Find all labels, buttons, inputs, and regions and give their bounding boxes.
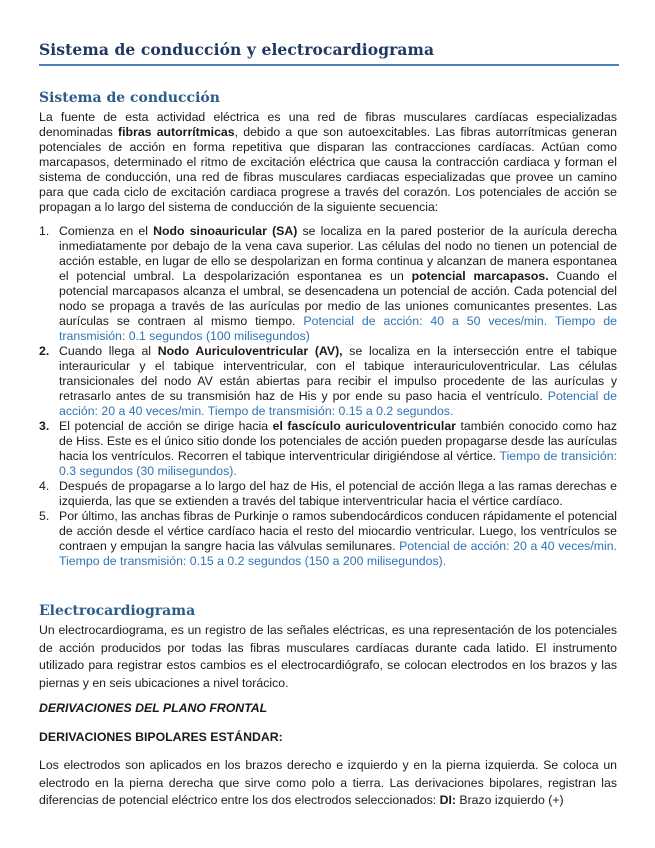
step-bold-term: Nodo Auriculoventricular (AV), <box>157 344 343 358</box>
list-item-number: 2. <box>39 344 50 358</box>
list-item-number: 5. <box>39 509 50 523</box>
intro-bold-term: fibras autorrítmicas <box>118 125 235 139</box>
step-timing-note: Potencial de acción: 20 a 40 veces/min. Tiempo de transmisión: 0.15 a 0.2 segundos. <box>59 389 617 418</box>
bipolar-text-b: Brazo izquierdo (+) <box>455 793 564 807</box>
intro-text-a: La fuente de esta actividad eléctrica es una red de fibras musculares cardíacas especializadas denominadas <box>39 110 617 139</box>
intro-text-b: , debido a que son autoexcitables. Las fibras autorrítmicas generan potenciales de acción en forma repetitiva que disparan las contracciones cardíacas. Actúan como marcapasos, determinado el ritmo de excitación eléctrica que causa la contracción cardiaca y forman el sistema de conducción, una red de fibras musculares cardiacas especializadas que provee un camino para que cada ciclo de excitación cardiaca progrese a través del corazón. Los potenciales de acción se propagan a lo largo del sistema de conducción de la siguiente secuencia: <box>39 125 617 214</box>
step-timing-note: Tiempo de transición: 0.3 segundos (30 milisegundos). <box>59 449 618 478</box>
bipolar-leads-paragraph <box>39 757 617 810</box>
lead-di-label: DI: <box>439 793 456 807</box>
subheading-frontal-plane: DERIVACIONES DEL PLANO FRONTAL <box>39 701 268 715</box>
ecg-paragraph: Un electrocardiograma, es un registro de las señales eléctricas, es una representación de los potenciales de acción producidos por todas las fibras musculares cardíacas durante cada latido. El instrumento utilizado para registrar estos cambios es el electrocardiógrafo, se colocan electrodos en los brazos y las piernas y en seis ubicaciones a nivel torácico. <box>39 623 617 690</box>
section-heading-ecg: Electrocardiograma <box>39 603 196 619</box>
step-timing-note: Potencial de acción: 40 a 50 veces/min. Tiempo de transmisión: 0.1 segundos (100 milisegundos) <box>59 314 618 343</box>
list-item <box>39 509 617 569</box>
step-text: Después de propagarse a lo largo del haz de His, el potencial de acción llega a las ramas derechas e izquierda, las que se extienden a través del tabique interventricular hacia el vértice cardíaco. <box>59 479 617 508</box>
intro-paragraph <box>39 110 617 215</box>
step-text: se localiza en la intersección entre el tabique interauricular y el tabique interventricular, con el tabique interauriculoventricular. Las células transicionales del nodo AV están abiertas para recibir el impulso procedente de las aurículas y retrasarlo antes de su transmisión haz de His y por ende su paso hacia el ventrículo. <box>59 344 617 403</box>
list-item-number: 1. <box>39 224 50 238</box>
list-item-number: 3. <box>39 419 50 433</box>
step-bold-term: potencial marcapasos. <box>411 269 549 283</box>
step-text: también conocido como haz de Hiss. Este es el único sitio donde los potenciales de acción pueden propagarse desde las aurículas hacia los ventrículos. Recorren el tabique interventricular dirigiéndose al vértice. <box>59 419 617 463</box>
step-text: Por último, las anchas fibras de Purkinje o ramos subendocárdicos conducen rápidamente el potencial de acción desde el vértice cardíaco hacia el resto del miocardio ventricular. Luego, los ventrículos se contraen y empujan la sangre hacia las válvulas semilunares. <box>59 509 617 553</box>
section-heading-conduction: Sistema de conducción <box>39 90 220 106</box>
list-item <box>39 224 617 344</box>
list-item-number: 4. <box>39 479 50 493</box>
subheading-bipolar-leads: DERIVACIONES BIPOLARES ESTÁNDAR: <box>39 730 283 744</box>
step-bold-term: el fascículo auriculoventricular <box>272 419 456 433</box>
title-underline <box>39 64 619 66</box>
document-title: Sistema de conducción y electrocardiograma <box>39 40 435 59</box>
list-item <box>39 344 617 419</box>
step-text: Cuando el potencial marcapasos alcanza el umbral, se desencadena un potencial de acción. Cada potencial del nodo se propaga a través de las aurículas por medio de las uniones comunicantes presentes. Las aurículas se contraen al mismo tiempo. <box>59 269 618 328</box>
step-bold-term: Nodo sinoauricular (SA) <box>153 224 298 238</box>
bipolar-text-a: Los electrodos son aplicados en los brazos derecho e izquierdo y en la pierna izquierda. Se coloca un electrodo en la pierna derecha que sirve como polo a tierra. Las derivaciones bipolares, registran las diferencias de potencial eléctrico entre los dos electrodos seleccionados: <box>39 758 617 807</box>
step-text: El potencial de acción se dirige hacia <box>59 419 273 433</box>
list-item <box>39 479 617 509</box>
step-text: se localiza en la pared posterior de la aurícula derecha inmediatamente por debajo de la vena cava superior. Las células del nodo no tienen un potencial de acción estable, en lugar de ello se despolarizan en forma continua y alcanzan de manera espontanea el potencial umbral. La despolarización espontanea es un <box>59 224 617 283</box>
step-timing-note: Potencial de acción: 20 a 40 veces/min. Tiempo de transmisión: 0.15 a 0.2 segundos (150 a 200 milisegundos). <box>59 539 617 568</box>
step-text: Cuando llega al <box>59 344 158 358</box>
list-item <box>39 419 617 479</box>
conduction-steps-list <box>39 224 617 569</box>
step-text: Comienza en el <box>59 224 154 238</box>
